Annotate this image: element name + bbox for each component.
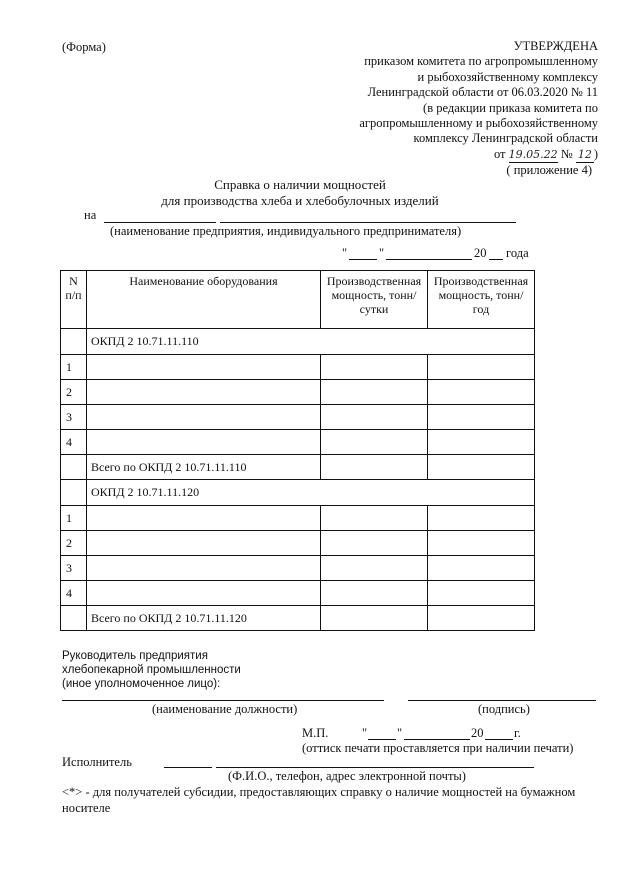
yearly-cell — [428, 506, 535, 531]
row-number: 4 — [61, 430, 87, 455]
equipment-cell — [87, 531, 321, 556]
equipment-cell — [87, 506, 321, 531]
date-quote-open: " — [342, 246, 348, 260]
row-number: 2 — [61, 380, 87, 405]
section-code: ОКПД 2 10.71.11.110 — [87, 329, 535, 355]
yearly-cell — [428, 581, 535, 606]
date-year-suffix: года — [506, 246, 529, 260]
total-label: Всего по ОКПД 2 10.71.11.110 — [87, 455, 321, 480]
table-row — [61, 581, 535, 606]
signature-line — [408, 700, 596, 701]
yearly-cell — [428, 355, 535, 380]
yearly-cell — [428, 556, 535, 581]
footnote-line1: <*> - для получателей субсидии, предоставляющих справку о наличие мощностей на бумажном — [62, 785, 576, 799]
daily-cell — [321, 531, 428, 556]
row-number: 1 — [61, 506, 87, 531]
yearly-cell — [428, 380, 535, 405]
equipment-cell — [87, 355, 321, 380]
stamp-note: (оттиск печати проставляется при наличии печати) — [302, 741, 574, 755]
stamp-date-quote-open: " — [362, 726, 368, 740]
header-number: N п/п — [61, 271, 87, 329]
table-cell — [61, 329, 87, 355]
row-number: 4 — [61, 581, 87, 606]
section-code: ОКПД 2 10.71.11.120 — [87, 480, 535, 506]
row-number: 2 — [61, 531, 87, 556]
daily-cell — [321, 380, 428, 405]
document-title-line2: для производства хлеба и хлебобулочных изделий — [161, 193, 439, 208]
position-line — [62, 700, 384, 701]
daily-cell — [321, 581, 428, 606]
stamp-date-year-prefix: 20 — [471, 726, 484, 740]
enterprise-line-b — [220, 222, 516, 223]
date-day-line — [349, 259, 377, 260]
section-row — [61, 480, 535, 506]
table-row — [61, 430, 535, 455]
header-daily-capacity: Производственная мощность, тонн/сутки — [321, 271, 428, 329]
total-row — [61, 455, 535, 480]
stamp-place-label: М.П. — [302, 726, 329, 740]
yearly-cell — [428, 405, 535, 430]
equipment-cell — [87, 380, 321, 405]
executor-line-b — [216, 767, 534, 768]
handwritten-date: 19.05.22 — [509, 147, 558, 163]
approval-line: УТВЕРЖДЕНА — [513, 39, 598, 53]
row-number: 1 — [61, 355, 87, 380]
form-label: (Форма) — [62, 40, 106, 54]
approval-block — [359, 39, 598, 179]
daily-cell — [321, 606, 428, 631]
table-cell — [61, 606, 87, 631]
appendix-label: ( приложение 4) — [506, 163, 592, 178]
yearly-cell — [428, 430, 535, 455]
handwritten-number: 12 — [576, 147, 594, 163]
equipment-cell — [87, 405, 321, 430]
date-month-line — [386, 259, 472, 260]
stamp-date-month-line — [404, 739, 470, 740]
approval-line: агропромышленному и рыбохозяйственному — [359, 116, 598, 131]
table-cell — [61, 480, 87, 506]
from-label: от — [493, 146, 506, 161]
daily-cell — [321, 455, 428, 480]
row-number: 3 — [61, 405, 87, 430]
approval-line: и рыбохозяйственному комплексу — [417, 69, 598, 84]
position-caption: (наименование должности) — [152, 702, 298, 716]
stamp-date-quote-close: " — [397, 726, 403, 740]
on-label: на — [84, 208, 97, 222]
equipment-cell — [87, 581, 321, 606]
equipment-cell — [87, 556, 321, 581]
yearly-cell — [428, 531, 535, 556]
table-cell — [61, 455, 87, 480]
table-header-row — [61, 271, 535, 329]
table-row — [61, 556, 535, 581]
executor-label: Исполнитель — [62, 755, 132, 769]
approval-line: комплексу Ленинградской области — [413, 131, 598, 146]
footnote-line2: носителе — [62, 801, 111, 815]
daily-cell — [321, 430, 428, 455]
yearly-cell — [428, 606, 535, 631]
approval-line: приказом комитета по агропромышленному — [364, 54, 598, 69]
stamp-date-year-suffix: г. — [514, 726, 521, 740]
yearly-cell — [428, 455, 535, 480]
equipment-cell — [87, 430, 321, 455]
table-row — [61, 405, 535, 430]
header-yearly-capacity: Производственная мощность, тонн/год — [428, 271, 535, 329]
daily-cell — [321, 556, 428, 581]
equipment-table — [60, 270, 535, 631]
date-quote-close: " — [379, 246, 385, 260]
approval-line: (в редакции приказа комитета по — [423, 100, 598, 115]
table-row — [61, 531, 535, 556]
number-label: № — [560, 146, 573, 161]
total-row — [61, 606, 535, 631]
head-label-line1: Руководитель предприятия — [62, 650, 208, 662]
table-row — [61, 355, 535, 380]
total-label: Всего по ОКПД 2 10.71.11.120 — [87, 606, 321, 631]
daily-cell — [321, 355, 428, 380]
table-row — [61, 506, 535, 531]
head-label-line2: хлебопекарной промышленности — [62, 664, 241, 676]
enterprise-caption: (наименование предприятия, индивидуального предпринимателя) — [110, 224, 462, 238]
executor-line-a — [164, 767, 212, 768]
close-paren: ) — [593, 146, 598, 161]
approval-date-line — [359, 147, 598, 163]
approval-line: Ленинградской области от 06.03.2020 № 11 — [367, 85, 598, 100]
document-title-line1: Справка о наличии мощностей — [214, 177, 386, 192]
header-equipment-name: Наименование оборудования — [87, 271, 321, 329]
daily-cell — [321, 506, 428, 531]
signature-caption: (подпись) — [478, 702, 530, 716]
table-row — [61, 380, 535, 405]
stamp-date-day-line — [368, 739, 396, 740]
head-label-line3: (иное уполномоченное лицо): — [62, 678, 221, 690]
row-number: 3 — [61, 556, 87, 581]
section-row — [61, 329, 535, 355]
enterprise-line-a — [104, 222, 216, 223]
stamp-date-year-line — [485, 739, 513, 740]
daily-cell — [321, 405, 428, 430]
executor-caption: (Ф.И.О., телефон, адрес электронной почты) — [228, 769, 466, 783]
date-year-line — [489, 259, 503, 260]
date-year-prefix: 20 — [474, 246, 487, 260]
